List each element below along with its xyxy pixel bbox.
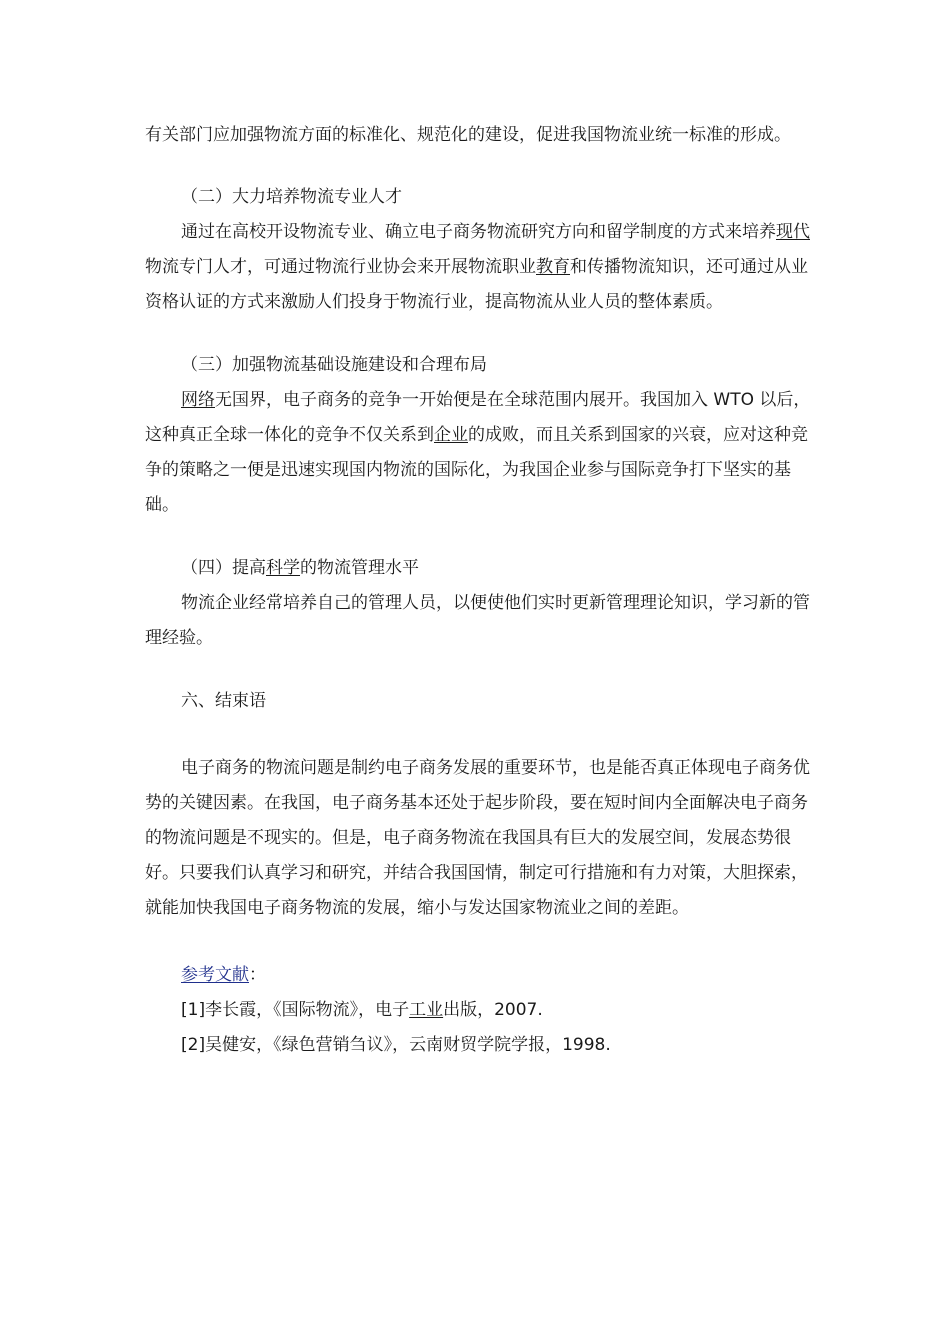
text-run: [1]李长霞，《国际物流》，电子 — [181, 1000, 410, 1020]
spacer — [145, 926, 815, 958]
document-page — [145, 118, 815, 1063]
paragraph-standardization: 有关部门应加强物流方面的标准化、规范化的建设，促进我国物流业统一标准的形成。 — [145, 125, 791, 145]
text-run: 和传播物流知识，还可通过从业资格认证的方式来激励人们投身于物流行业，提高物流从业人员的整体素质。 — [145, 257, 808, 312]
paragraph-infrastructure — [145, 383, 815, 523]
spacer — [145, 656, 815, 684]
link-modern[interactable]: 现代 — [776, 222, 810, 242]
link-science[interactable]: 科学 — [266, 558, 300, 578]
link-network[interactable]: 网络 — [181, 390, 215, 410]
section-heading-conclusion: 六、结束语 — [181, 691, 266, 711]
text-run: （四）提高 — [181, 558, 266, 578]
paragraph-talent — [145, 215, 815, 320]
text-run: 通过在高校开设物流专业、确立电子商务物流研究方向和留学制度的方式来培养 — [181, 222, 776, 242]
link-education[interactable]: 教育 — [536, 257, 570, 277]
section-heading-talent: （二）大力培养物流专业人才 — [181, 187, 402, 207]
text-run: ： — [249, 965, 266, 985]
spacer — [145, 153, 815, 180]
text-run: 物流专门人才，可通过物流行业协会来开展物流职业 — [145, 257, 536, 277]
section-heading-infrastructure: （三）加强物流基础设施建设和合理布局 — [181, 355, 487, 375]
link-enterprise[interactable]: 企业 — [434, 425, 468, 445]
text-run: 出版，2007. — [443, 1000, 543, 1020]
reference-item-2: [2]吴健安，《绿色营销刍议》，云南财贸学院学报，1998. — [181, 1035, 611, 1055]
paragraph-conclusion: 电子商务的物流问题是制约电子商务发展的重要环节，也是能否真正体现电子商务优势的关键因素。在我国，电子商务基本还处于起步阶段，要在短时间内全面解决电子商务的物流问题是不现实的。但是，电子商务物流在我国具有巨大的发展空间，发展态势很好。只要我们认真学习和研究，并结合我国国情，制定可行措施和有力对策，大胆探索，就能加快我国电子商务物流的发展，缩小与发达国家物流业之间的差距。 — [145, 758, 810, 918]
section-heading-management — [145, 551, 815, 586]
references-heading — [145, 958, 815, 993]
spacer — [145, 719, 815, 751]
link-industry[interactable]: 工业 — [409, 1000, 444, 1020]
text-run: 无国界，电子商务的竞争一开始便是在全球范围内展开。我国加入 WTO 以后，这种真正全球一体化的竞争不仅关系到 — [145, 390, 811, 445]
spacer — [145, 523, 815, 551]
spacer — [145, 320, 815, 348]
text-run: 的成败，而且关系到国家的兴衰，应对这种竞争的策略之一便是迅速实现国内物流的国际化，为我国企业参与国际竞争打下坚实的基础。 — [145, 425, 808, 515]
link-references[interactable]: 参考文献 — [181, 965, 249, 985]
paragraph-management: 物流企业经常培养自己的管理人员，以便使他们实时更新管理理论知识，学习新的管理经验。 — [145, 593, 810, 648]
text-run: 的物流管理水平 — [300, 558, 419, 578]
reference-item-1 — [145, 993, 815, 1028]
